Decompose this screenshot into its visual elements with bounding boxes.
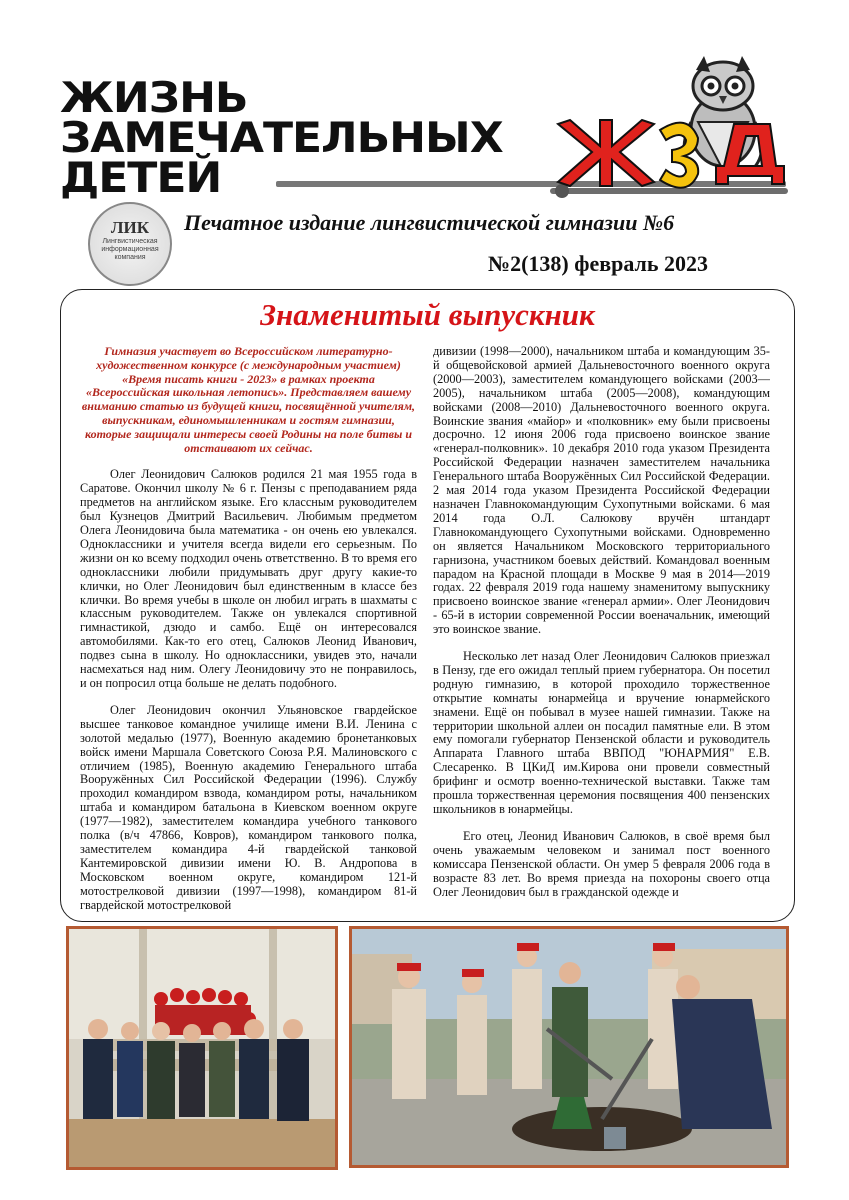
owl-on-letters-logo (548, 52, 798, 202)
group-photo (66, 926, 338, 1170)
publication-tagline: Печатное издание лингвистической гимназии №6 (184, 210, 675, 235)
issue-number: №2(138) февраль 2023 (488, 251, 709, 276)
article-column-right (433, 345, 770, 915)
masthead-line-2: ЗАМЕЧАТЕЛЬНЫХ (60, 113, 503, 162)
article-headline: Знаменитый выпускник (260, 297, 595, 332)
masthead-line-1: ЖИЗНЬ (60, 73, 248, 122)
masthead-title (60, 73, 540, 202)
lik-subtitle: Лингвистическая информационная компания (101, 238, 159, 261)
article-paragraph-1: Олег Леонидович Салюков родился 21 мая 1955 года в Саратове. Окончил школу № 6 г. Пензы с преподаванием ряда предметов на английском языке. Его классным руководителем был Кузнецов Дмитрий Васильевич. Любимым предметом Олега Леонидовича была математика - он очень ею увлекался. Одноклассники и учителя всегда видели его серьезным. По жизни он ко всему подходил очень ответственно. В то время его одноклассники любили придумывать друг другу какие-то клички, но Олег Леонидович был единственным в классе без клички. Во время учебы в школе он любил играть в шахматы с классным руководителем. Также он увлекался спортивной гимнастикой, дзюдо и самбо. Ещё он интересовался автомобилями. Как-то его отец, Салюков Леонид Иванович, подвез сына в школу. Но одноклассники, увидев это, начали насмехаться над ним. Олегу Леонидовичу это не понравилось, и он попросил отца больше не делать подобного. (80, 467, 417, 690)
article-lead: Гимназия участвует во Всероссийском литературно-художественном конкурсе (с международным участием) «Время писать книги - 2023» в рамках проекта «Всероссийская школьная летопись». Представляем вашему вниманию статью из будущей книги, посвящённой учителям, выпускникам, единомышленникам и гостям гимназии, которые защищали интересы своей Родины на поле битвы и отстаивают их сейчас. (81, 345, 416, 455)
tree-planting-photo (349, 926, 789, 1168)
article-paragraph-2: Олег Леонидович окончил Ульяновское гвардейское высшее танковое командное училище имени В.И. Ленина с золотой медалью (1977), Военную академию бронетанковых войск имени Маршала Советского Союза Р.Я. Малиновского с отличием (1985), Военную академию Генерального штаба Вооружённых Сил Российской Федерации (1996). Службу проходил командиром взвода, командиром роты, начальником штаба и командиром батальона в Киевском военном округе (1977—1982), заместителем командира учебного танкового полка (в/ч 47866, Ковров), командиром танкового полка, заместителем командира 4-й гвардейской танковой Кантемировской дивизии имени Ю. В. Андропова в Московском военном округе, командиром 121-й мотострелковой дивизии (1997—1998), командиром 81-й гвардейской мотострелковой (80, 702, 417, 912)
article-paragraph-5: Его отец, Леонид Иванович Салюков, в своё время был очень уважаемым человеком и занимал пост военного комиссара Пензенской области. Он умер 5 февраля 2006 года в возрасте 83 лет. Во время приезда на похороны своего отца Олег Леонидович был в гражданской одежде и (433, 828, 770, 899)
masthead-line-3: ДЕТЕЙ (60, 153, 222, 202)
logo-letter-z (660, 123, 698, 188)
article-column-left (80, 345, 417, 913)
article-paragraph-4: Несколько лет назад Олег Леонидович Салюков приезжал в Пензу, где его ожидал теплый прием губернатора. Он посетил родную гимназию, в которой проходило торжественное открытие комнаты юнармейца и вручение юнармейского знамени. Ещё он побывал в музее нашей гимназии. Также на территории школьной аллеи он посадил памятные ели. В этом ему помогали губернатор Пензенской области и руководитель Аппарата Главного штаба ВВПОД "ЮНАРМИЯ" Е.В. Слесаренко. В ЦКиД им.Кирова они провели совместный брифинг и осмотр военно-технической выставки. Также там прошла торжественная церемония посвящения 400 пензенских школьников в юнармейцы. (433, 649, 770, 816)
logo-letter-zh (558, 120, 654, 186)
lik-emblem (88, 202, 172, 286)
article-paragraph-3: дивизии (1998—2000), начальником штаба и командующим 35-й общевойсковой армией Дальневосточного военного округа (2000—2003), заместителем командующего войсками (2003—2005), начальником штаба (2005—2008), командующим войсками (2008—2010) Дальневосточного военного округа. Воинские звания «майор» и «полковник» ему были присвоены досрочно. 12 июня 2006 года присвоено воинское звание «генерал-полковник». 10 декабря 2010 года указом Президента Российской Федерации назначен заместителем начальника Генерального штаба Вооружённых Сил Российской Федерации. 2 мая 2014 года указом Президента Российской Федерации назначен Главнокомандующим Сухопутными войсками. 6 мая 2014 года О.Л. Салюкову вручён штандарт Главнокомандующего Сухопутными войсками. Одновременно он является Начальником Московского территориального гарнизона, участником боевых действий. Командовал военным парадом на Красной площади в Москве 9 мая в 2014—2019 годах. 22 февраля 2019 года нашему знаменитому выпускнику присвоено воинское звание «генерал армии». Олег Леонидович - 65-й в истории современной России военачальник, имеющий это воинское звание. (433, 345, 770, 637)
lik-title: ЛИК (110, 218, 150, 237)
